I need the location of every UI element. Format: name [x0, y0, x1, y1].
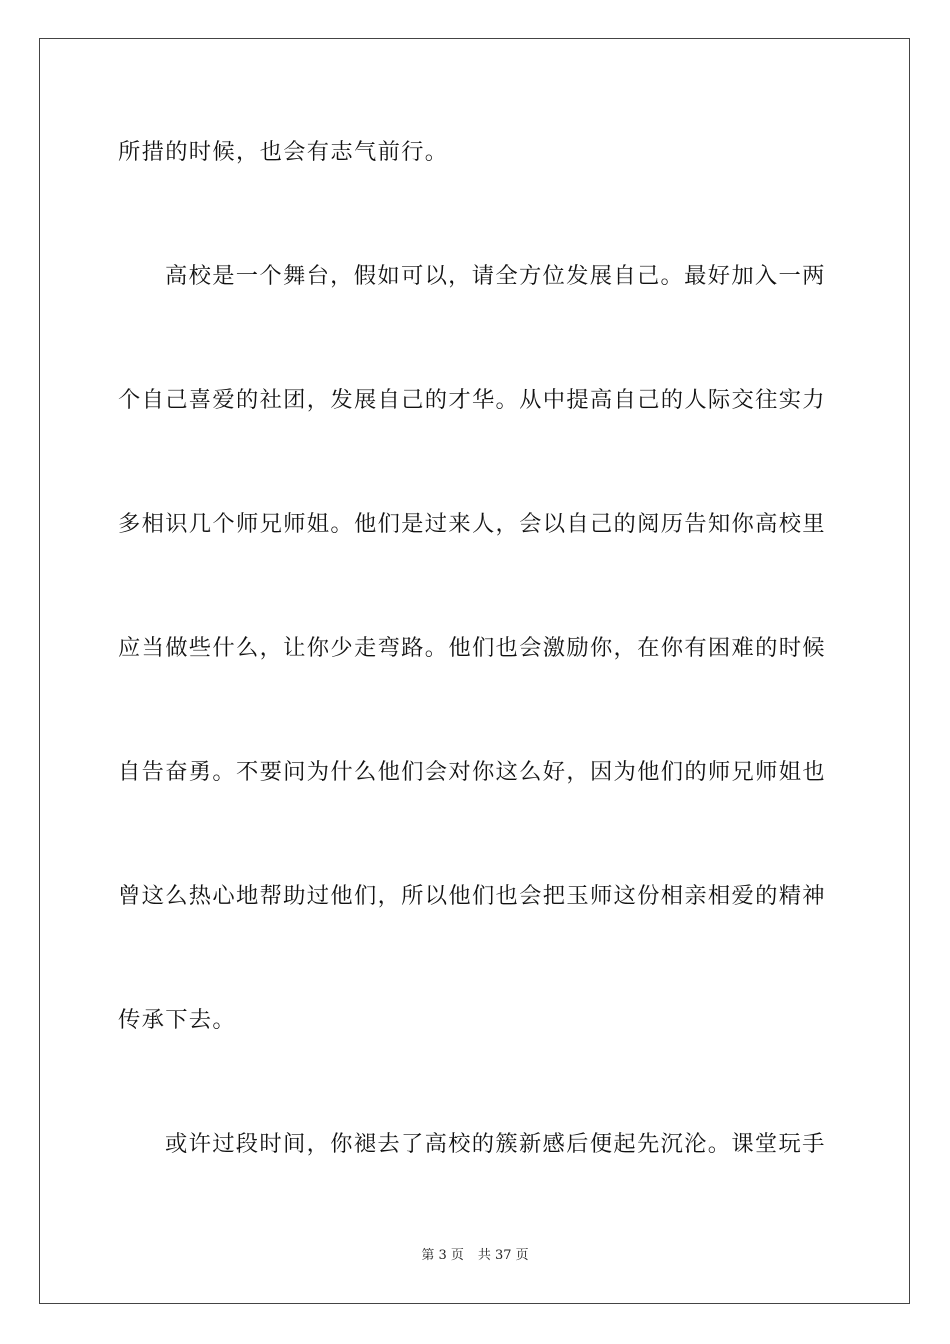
paragraph-line-7: 曾这么热心地帮助过他们，所以他们也会把玉师这份相亲相爱的精神	[118, 883, 826, 909]
paragraph-line-4: 多相识几个师兄师姐。他们是过来人，会以自己的阅历告知你高校里	[118, 511, 826, 537]
paragraph-line-2: 高校是一个舞台，假如可以，请全方位发展自己。最好加入一两	[165, 263, 826, 289]
paragraph-line-3: 个自己喜爱的社团，发展自己的才华。从中提高自己的人际交往实力	[118, 387, 826, 413]
paragraph-line-5: 应当做些什么，让你少走弯路。他们也会激励你，在你有困难的时候	[118, 635, 826, 661]
page-total: 共 37 页	[477, 1248, 529, 1263]
paragraph-line-8: 传承下去。	[118, 1007, 236, 1033]
paragraph-line-6: 自告奋勇。不要问为什么他们会对你这么好，因为他们的师兄师姐也	[118, 759, 826, 785]
page-footer	[0, 1247, 950, 1265]
paragraph-line-9: 或许过段时间，你褪去了高校的簇新感后便起先沉沦。课堂玩手	[165, 1131, 826, 1157]
page-border	[39, 38, 910, 1304]
page-number: 第 3 页	[421, 1248, 464, 1263]
paragraph-line-1: 所措的时候，也会有志气前行。	[118, 139, 449, 165]
